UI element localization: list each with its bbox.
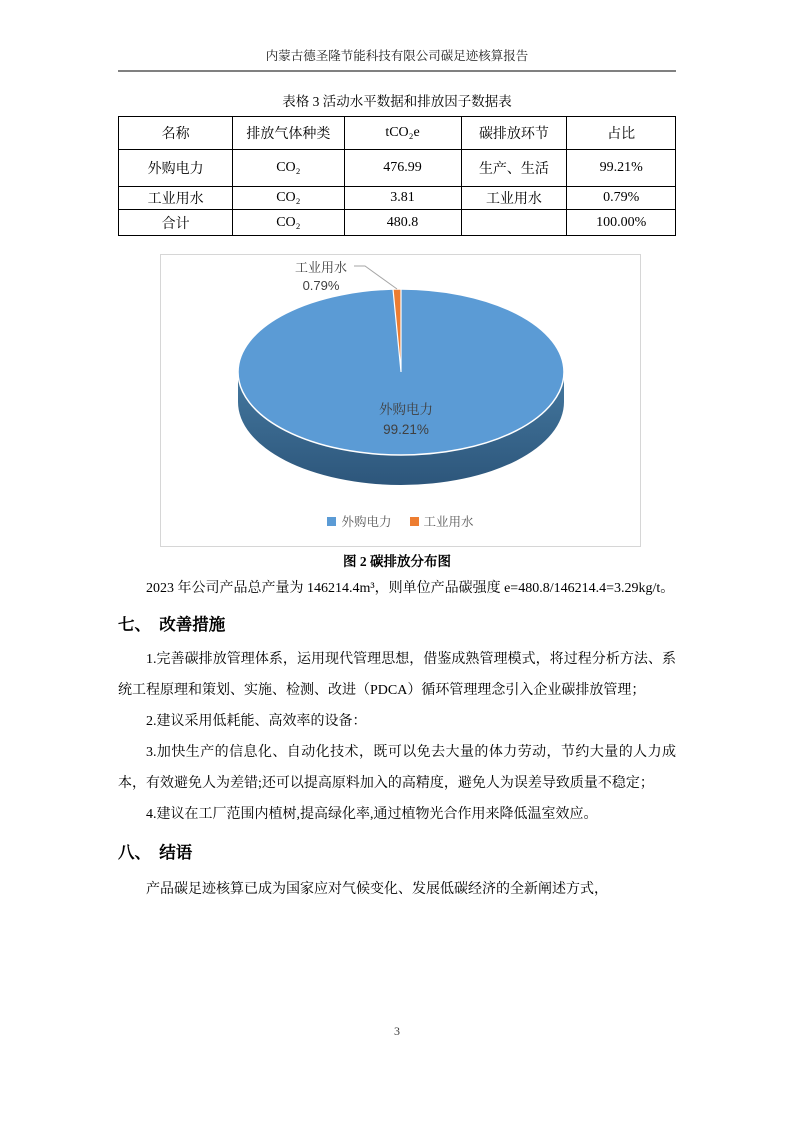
paragraph-improvement-1: 1.完善碳排放管理体系，运用现代管理思想，借鉴成熟管理模式，将过程分析方法、系统工程原理和策划、实施、检测、改进（PDCA）循环管理理念引入企业碳排放管理； <box>118 652 676 698</box>
cell-stage: 工业用水 <box>461 187 567 210</box>
paragraph-production: 2023 年公司产品总产量为 146214.4m³，则单位产品碳强度 e=480.8/146214.4=3.29kg/t。 <box>146 581 675 596</box>
paragraph-conclusion: 产品碳足迹核算已成为国家应对气候变化、发展低碳经济的全新阐述方式， <box>146 882 608 897</box>
legend-item-electricity <box>327 512 391 530</box>
cell-name: 外购电力 <box>119 150 233 187</box>
col-header-name: 名称 <box>119 117 233 150</box>
col-header-ratio: 占比 <box>567 117 676 150</box>
paragraph-improvement-2: 2.建议采用低耗能、高效率的设备： <box>146 714 367 729</box>
table-caption: 表格 3 活动水平数据和排放因子数据表 <box>282 94 512 109</box>
legend-swatch-blue-icon <box>327 517 336 526</box>
small-slice-pct: 0.79% <box>302 278 340 293</box>
pie-chart-container <box>160 254 641 547</box>
report-header-title: 内蒙古德圣隆节能科技有限公司碳足迹核算报告 <box>265 49 529 63</box>
cell-gas: CO₂ <box>233 150 344 187</box>
chart-legend <box>161 512 640 530</box>
cell-tco2e: 480.8 <box>344 210 461 236</box>
figure-caption: 图 2 碳排放分布图 <box>343 554 451 569</box>
header-divider <box>118 70 676 72</box>
table-row-total <box>119 210 676 236</box>
paragraph-improvement-3: 3.加快生产的信息化、自动化技术，既可以免去大量的体力劳动，节约大量的人力成本，有效避免人为差错;还可以提高原料加入的高精度，避免人为误差导致质量不稳定； <box>118 745 676 791</box>
cell-tco2e: 3.81 <box>344 187 461 210</box>
legend-item-water <box>410 512 474 530</box>
col-header-stage: 碳排放环节 <box>461 117 567 150</box>
emission-data-table <box>118 116 676 236</box>
cell-gas: CO₂ <box>233 187 344 210</box>
big-slice-label: 外购电力 <box>379 402 433 417</box>
big-slice-pct: 99.21% <box>383 422 429 437</box>
small-slice-label: 工业用水 <box>294 260 348 275</box>
pie-chart-svg <box>161 255 640 546</box>
paragraph-improvement-4: 4.建议在工厂范围内植树,提高绿化率,通过植物光合作用来降低温室效应。 <box>146 807 598 822</box>
label-leader-line <box>354 266 397 289</box>
cell-tco2e: 476.99 <box>344 150 461 187</box>
section-heading-conclusion: 八、 结语 <box>118 843 193 862</box>
section-heading-improvements: 七、 改善措施 <box>118 615 226 634</box>
page-number: 3 <box>394 1024 400 1038</box>
cell-ratio: 99.21% <box>567 150 676 187</box>
legend-label: 外购电力 <box>341 515 392 529</box>
cell-name: 合计 <box>119 210 233 236</box>
cell-name: 工业用水 <box>119 187 233 210</box>
cell-stage <box>461 210 567 236</box>
cell-ratio: 0.79% <box>567 187 676 210</box>
legend-swatch-orange-icon <box>410 517 419 526</box>
table-row <box>119 187 676 210</box>
table-header-row <box>119 117 676 150</box>
col-header-gas-type: 排放气体种类 <box>233 117 344 150</box>
page-content <box>118 0 676 905</box>
cell-ratio: 100.00% <box>567 210 676 236</box>
legend-label: 工业用水 <box>423 515 474 529</box>
col-header-tco2e: tCO₂e <box>344 117 461 150</box>
table-row <box>119 150 676 187</box>
cell-gas: CO₂ <box>233 210 344 236</box>
cell-stage: 生产、生活 <box>461 150 567 187</box>
